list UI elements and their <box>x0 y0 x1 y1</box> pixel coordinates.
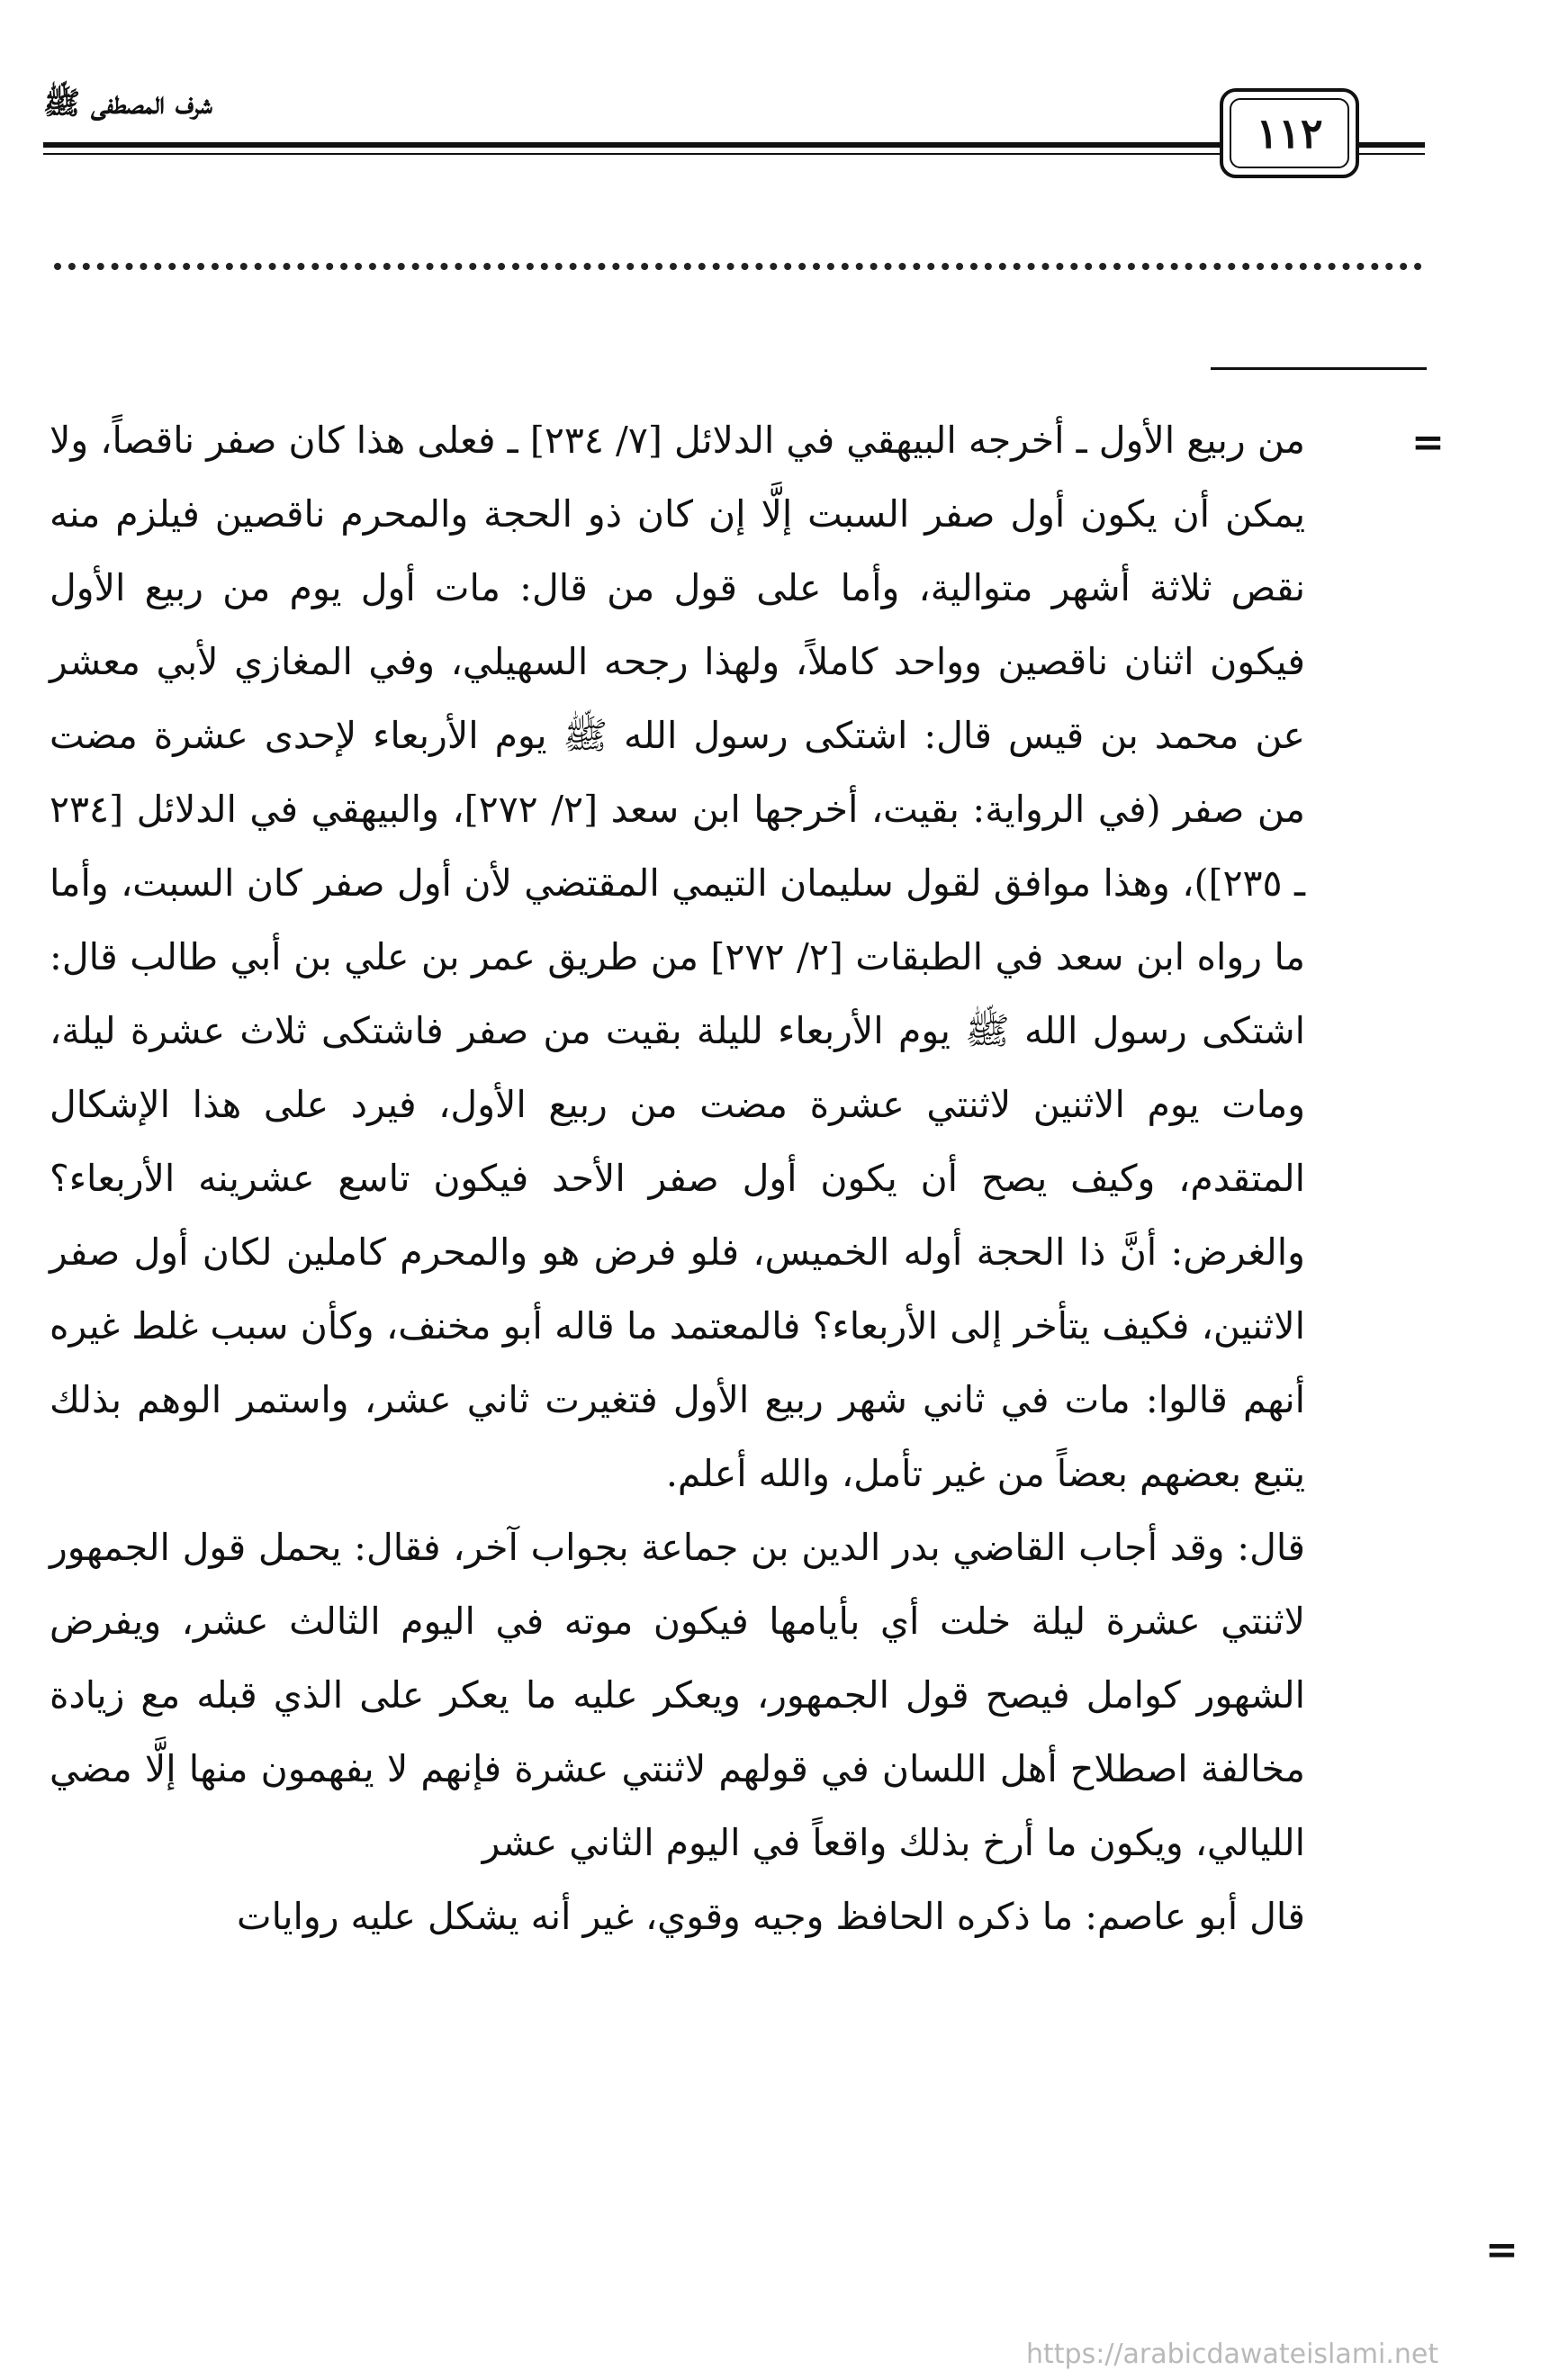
header-rule <box>43 142 1425 148</box>
book-title: شرف المصطفى ﷺ <box>43 86 212 122</box>
continuation-mark-end: = <box>1485 2227 1518 2273</box>
continuation-mark-start: = <box>1411 419 1445 465</box>
footnote-rule <box>1211 367 1427 370</box>
footnote-text <box>50 403 1305 1953</box>
footnote-paragraph: من ربيع الأول ـ أخرجه البيهقي في الدلائل [٧/ ٢٣٤] ـ فعلى هذا كان صفر ناقصاً، ولا يمكن أن يكون أول صفر السبت إلَّا إن كان ذو الحجة والمحرم ناقصين فيلزم منه نقص ثلاثة أشهر متوالية، وأما على قول من قال: مات أول يوم من ربيع الأول فيكون اثنان ناقصين وواحد كاملاً، ولهذا رجحه السهيلي، وفي المغازي لأبي معشر عن محمد بن قيس قال: اشتكى رسول الله ﷺ يوم الأربعاء لإحدى عشرة مضت من صفر (في الرواية: بقيت، أخرجها ابن سعد [٢/ ٢٧٢]، والبيهقي في الدلائل [٢٣٤ ـ ٢٣٥])، وهذا موافق لقول سليمان التيمي المقتضي لأن أول صفر كان السبت، وأما ما رواه ابن سعد في الطبقات [٢/ ٢٧٢] من طريق عمر بن علي بن أبي طالب قال: اشتكى رسول الله ﷺ يوم الأربعاء لليلة بقيت من صفر فاشتكى ثلاث عشرة ليلة، ومات يوم الاثنين لاثنتي عشرة مضت من ربيع الأول، فيرد على هذا الإشكال المتقدم، وكيف يصح أن يكون أول صفر الأحد فيكون تاسع عشرينه الأربعاء؟ والغرض: أنَّ ذا الحجة أوله الخميس، فلو فرض هو والمحرم كاملين لكان أول صفر الاثنين، فكيف يتأخر إلى الأربعاء؟ فالمعتمد ما قاله أبو مخنف، وكأن سبب غلط غيره أنهم قالوا: مات في ثاني شهر ربيع الأول فتغيرت ثاني عشر، واستمر الوهم بذلك يتبع بعضهم بعضاً من غير تأمل، والله أعلم. <box>50 419 1306 1495</box>
watermark-url: https://arabicdawateislami.net <box>1026 2339 1439 2370</box>
dotted-separator <box>54 263 1422 270</box>
footnote-paragraph: قال: وقد أجاب القاضي بدر الدين بن جماعة بجواب آخر، فقال: يحمل قول الجمهور لاثنتي عشرة ليلة خلت أي بأيامها فيكون موته في اليوم الثالث عشر، ويفرض الشهور كوامل فيصح قول الجمهور، ويعكر عليه ما يعكر على الذي قبله مع زيادة مخالفة اصطلاح أهل اللسان في قولهم لاثنتي عشرة فإنهم لا يفهمون منها إلَّا مضي الليالي، ويكون ما أرخ بذلك واقعاً في اليوم الثاني عشر <box>50 1526 1305 1864</box>
page-number-frame <box>1220 88 1359 178</box>
page-number: ١١٢ <box>1256 109 1323 158</box>
footnote-paragraph: قال أبو عاصم: ما ذكره الحافظ وجيه وقوي، غير أنه يشكل عليه روايات <box>237 1895 1305 1938</box>
header-rule-thin <box>43 153 1425 155</box>
